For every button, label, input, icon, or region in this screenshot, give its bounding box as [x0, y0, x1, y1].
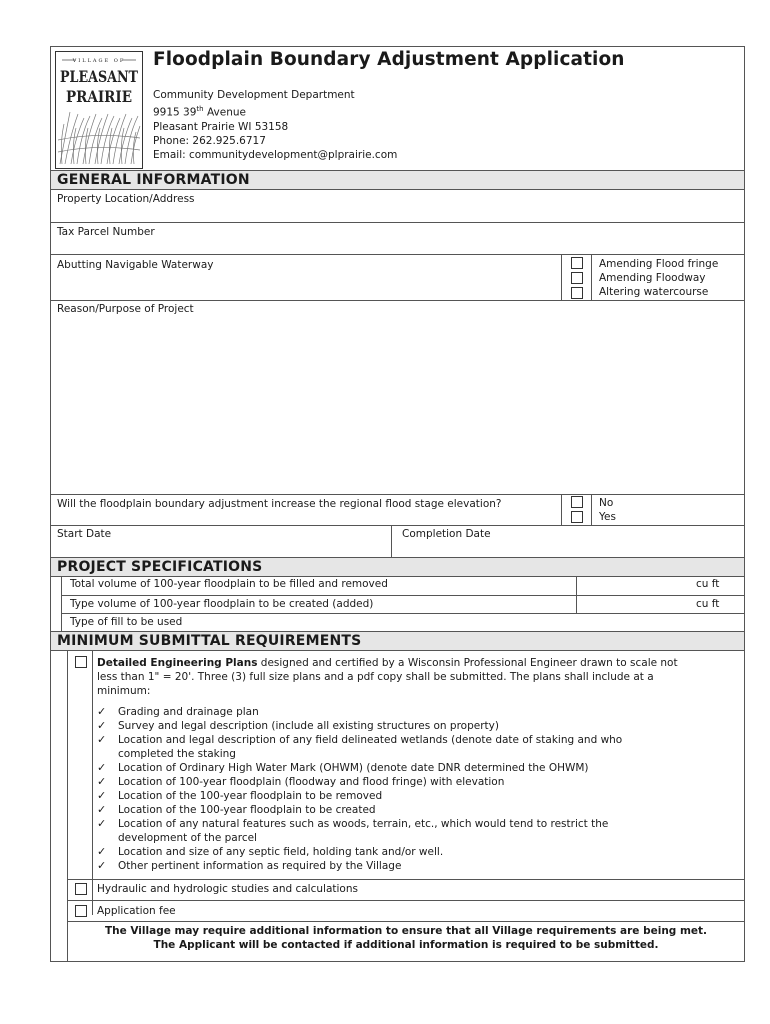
village-logo-graphic: [56, 52, 142, 168]
flood-fringe-label: Amending Flood fringe: [599, 258, 719, 270]
email-address: Email: communitydevelopment@plprairie.com: [153, 148, 398, 161]
logo-village-text: VILLAGE OF: [72, 58, 126, 64]
checklist-item: ✓ Location of the 100-year floodplain to be created: [97, 803, 678, 817]
fill-volume-label: Total volume of 100-year floodplain to be filled and removed: [70, 578, 388, 590]
engineering-plans-line2: less than 1" = 20'. Three (3) full size plans and a pdf copy shall be submitted. The plans shall include at a: [97, 671, 654, 683]
fill-type-label: Type of fill to be used: [70, 616, 183, 628]
waterway-field[interactable]: [51, 255, 561, 299]
requirements-note-line1: The Village may require additional information to ensure that all Village requirements are being met.: [104, 925, 708, 937]
floodway-checkbox[interactable]: [571, 272, 583, 284]
engineering-plans-line3: minimum:: [97, 685, 151, 697]
engineering-checklist: [97, 705, 678, 873]
phone-number: Phone: 262.925.6717: [153, 134, 266, 147]
street-suffix: th: [196, 105, 204, 113]
logo-line2-text: PRAIRIE: [66, 87, 132, 106]
fill-type-input[interactable]: [211, 614, 744, 631]
checklist-item: ✓ Location and size of any septic field, holding tank and/or well.: [97, 845, 678, 859]
checklist-item: ✓ Other pertinent information as required by the Village: [97, 859, 678, 873]
property-address-label: Property Location/Address: [57, 193, 195, 205]
engineering-plans-line1: [97, 656, 678, 670]
flood-stage-yes-checkbox[interactable]: [571, 511, 583, 523]
general-information-heading: GENERAL INFORMATION: [51, 170, 744, 190]
waterway-label: Abutting Navigable Waterway: [57, 259, 214, 271]
created-volume-input[interactable]: [576, 596, 691, 613]
contact-block: [153, 88, 397, 162]
city-address: Pleasant Prairie WI 53158: [153, 120, 289, 133]
village-logo: [55, 51, 143, 169]
reason-textarea[interactable]: [51, 301, 744, 494]
watercourse-checkbox[interactable]: [571, 287, 583, 299]
flood-fringe-checkbox[interactable]: [571, 257, 583, 269]
street-number: 9915 39: [153, 106, 197, 119]
requirements-note-line2: The Applicant will be contacted if additional information is required to be submitted.: [153, 939, 659, 951]
start-date-label: Start Date: [57, 528, 112, 540]
page-title: Floodplain Boundary Adjustment Application: [153, 49, 625, 70]
hydraulic-studies-checkbox[interactable]: [75, 883, 87, 895]
street-address: [153, 102, 397, 120]
checklist-item: ✓ Survey and legal description (include all existing structures on property): [97, 719, 678, 733]
tax-parcel-field[interactable]: [51, 223, 744, 254]
start-date-field[interactable]: [51, 526, 391, 557]
checklist-item: ✓ Location of any natural features such as woods, terrain, etc., which would tend to restrict the development of the parcel: [97, 817, 678, 845]
department-name: Community Development Department: [153, 89, 355, 101]
checklist-item: ✓ Location and legal description of any field delineated wetlands (denote date of staking and who completed the staking: [97, 733, 678, 761]
engineering-plans-desc1: designed and certified by a Wisconsin Professional Engineer drawn to scale not: [257, 657, 678, 669]
flood-stage-no-label: No: [599, 497, 614, 509]
checklist-item: ✓ Location of 100-year floodplain (floodway and flood fringe) with elevation: [97, 775, 678, 789]
engineering-plans-title: Detailed Engineering Plans: [97, 657, 258, 669]
fill-volume-input[interactable]: [576, 577, 691, 595]
created-volume-unit: cu ft: [696, 598, 720, 610]
completion-date-field[interactable]: [392, 526, 744, 557]
checklist-item: ✓ Location of Ordinary High Water Mark (OHWM) (denote date DNR determined the OHWM): [97, 761, 678, 775]
flood-stage-question: Will the floodplain boundary adjustment increase the regional flood stage elevation?: [57, 498, 502, 510]
reason-label: Reason/Purpose of Project: [57, 303, 194, 315]
street-name: Avenue: [203, 106, 246, 119]
watercourse-label: Altering watercourse: [599, 286, 709, 298]
application-fee-label: Application fee: [97, 905, 176, 917]
flood-stage-yes-label: Yes: [599, 511, 616, 523]
application-form: [50, 46, 745, 962]
submittal-requirements-heading: MINIMUM SUBMITTAL REQUIREMENTS: [51, 631, 744, 651]
checklist-item: ✓ Grading and drainage plan: [97, 705, 678, 719]
property-address-field[interactable]: [51, 190, 744, 222]
requirements-note: [68, 924, 744, 952]
hydraulic-studies-label: Hydraulic and hydrologic studies and calculations: [97, 883, 358, 895]
logo-line1-text: PLEASANT: [60, 67, 139, 86]
completion-date-label: Completion Date: [402, 528, 491, 540]
flood-stage-no-checkbox[interactable]: [571, 496, 583, 508]
prairie-grass-icon: [58, 112, 140, 164]
floodway-label: Amending Floodway: [599, 272, 706, 284]
application-fee-checkbox[interactable]: [75, 905, 87, 917]
fill-volume-unit: cu ft: [696, 578, 720, 590]
engineering-plans-checkbox[interactable]: [75, 656, 87, 668]
checklist-item: ✓ Location of the 100-year floodplain to be removed: [97, 789, 678, 803]
tax-parcel-label: Tax Parcel Number: [57, 226, 155, 238]
project-specifications-heading: PROJECT SPECIFICATIONS: [51, 557, 744, 577]
created-volume-label: Type volume of 100-year floodplain to be created (added): [70, 598, 374, 610]
